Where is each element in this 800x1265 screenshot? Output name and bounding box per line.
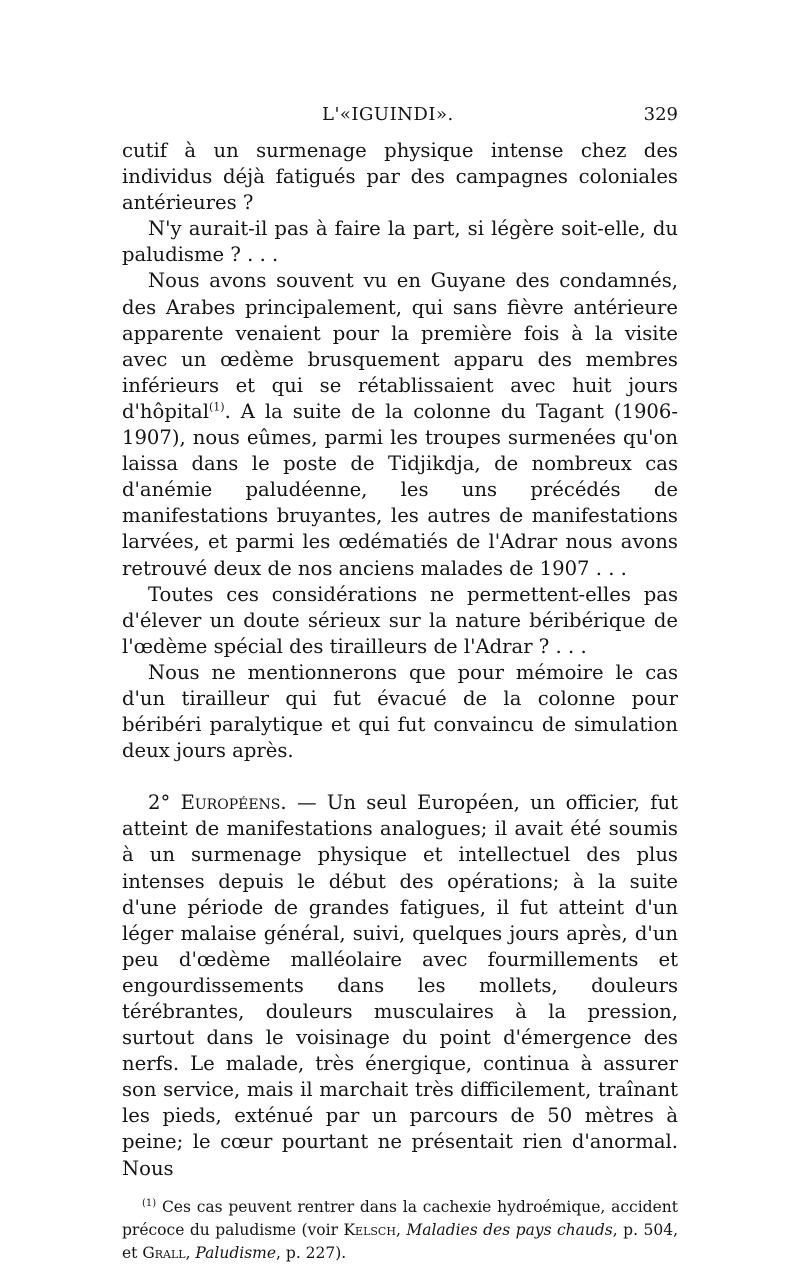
- footnote-work-paludisme: Paludisme: [195, 1243, 277, 1262]
- paragraph-guyane-text-a: Nous avons souvent vu en Guyane des condamnés, des Arabes principalement, qui sans fièvre antérieure apparente venaient pour la première fois à la visite avec un œdème brusquement apparu des membres inférieurs et qui se rétablissaient avec huit jours d'hôpital: [122, 269, 678, 423]
- paragraph-guyane-text-b: . A la suite de la colonne du Tagant (1906-1907), nous eûmes, parmi les troupes surmenées qu'on laissa dans le poste de Tidjikdja, de nombreux cas d'anémie paludéenne, les uns précédés de manifestations bruyantes, les autres de manifestations larvées, et parmi les œdématiés de l'Adrar nous avons retrouvé deux de nos anciens malades de 1907 . . .: [122, 399, 678, 580]
- footnote-text-a: Ces cas peuvent rentrer dans la cachexie hydroémique, accident précoce du paludisme (voir: [122, 1197, 678, 1239]
- section-europeens: [122, 790, 678, 1181]
- page-number: 329: [643, 104, 678, 125]
- footnote: [122, 1196, 678, 1265]
- footnote-mark: (1): [142, 1197, 157, 1209]
- footnote-text-d: ,: [185, 1243, 196, 1262]
- paragraph-guyane: [122, 268, 678, 581]
- paragraph-simulation: Nous ne mentionnerons que pour mémoire le cas d'un tirailleur qui fut évacué de la colonne pour béribéri paralytique et qui fut convaincu de simulation deux jours après.: [122, 660, 678, 763]
- book-page: [122, 104, 678, 1265]
- footnote-reference: (1): [208, 400, 225, 414]
- footnote-author-grall: Grall: [142, 1243, 186, 1262]
- footnote-text-b: ,: [395, 1220, 407, 1239]
- footnote-text-c: , p. 504, et: [122, 1220, 678, 1262]
- running-head: [122, 104, 678, 138]
- paragraph-continuation: cutif à un surmenage physique intense chez des individus déjà fatigués par des campagnes coloniales antérieures ?: [122, 139, 678, 215]
- section-heading: Européens.: [180, 791, 287, 815]
- running-title: L'«IGUINDI».: [322, 104, 454, 125]
- section-number: 2°: [148, 791, 171, 815]
- footnote-text-e: , p. 227).: [276, 1243, 347, 1262]
- footnote-work-maladies: Maladies des pays chauds: [406, 1220, 613, 1239]
- footnote-area: [122, 1196, 678, 1265]
- footnote-author-kelsch: Kelsch: [343, 1220, 396, 1239]
- section-text: — Un seul Européen, un officier, fut atteint de manifestations analogues; il avait été soumis à un surmenage physique et intellectuel des plus intenses depuis le début des opérations; à la suite d'une période de grandes fatigues, il fut atteint d'un léger malaise général, suivi, quelques jours après, d'un peu d'œdème malléolaire avec fourmillements et engourdissements dans les mollets, douleurs térébrantes, douleurs musculaires à la pression, surtout dans le voisinage du point d'émergence des nerfs. Le malade, très énergique, continua à assurer son service, mais il marchait très difficilement, traînant les pieds, exténué par un parcours de 50 mètres à peine; le cœur pourtant ne présentait rien d'anormal. Nous: [122, 791, 678, 1180]
- paragraph-considerations: Toutes ces considérations ne permettent-elles pas d'élever un doute sérieux sur la nature béribérique de l'œdème spécial des tirailleurs de l'Adrar ? . . .: [122, 582, 678, 658]
- paragraph-paludisme: N'y aurait-il pas à faire la part, si légère soit-elle, du paludisme ? . . .: [122, 217, 678, 267]
